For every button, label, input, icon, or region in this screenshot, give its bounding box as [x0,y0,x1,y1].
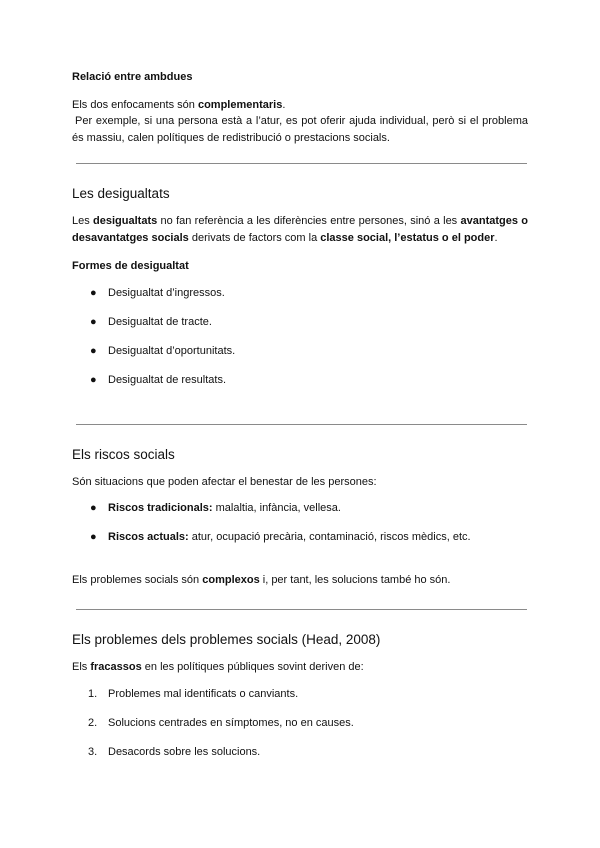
problemes-intro [72,659,364,676]
bold-run: complexos [202,574,260,586]
bullet-icon: ● [90,531,97,543]
divider [76,424,527,425]
list-item-text: Desacords sobre les solucions. [108,746,261,758]
text-run: . [494,232,498,244]
bold-run: fracassos [90,661,142,673]
bold-run: complementaris [197,99,283,111]
text-run: en les polítiques públiques sovint deriven de: [141,661,364,673]
bullet-icon: ● [90,316,97,328]
text-run: malaltia, infància, vellesa. [212,502,341,514]
bullet-icon: ● [90,374,97,386]
section-heading-desigualtats: Les desigualtats [72,186,170,201]
relacio-paragraph-1 [72,97,285,114]
section-subtitle-relacio: Relació entre ambdues [72,71,193,83]
formes-subtitle: Formes de desigualtat [72,260,189,272]
bold-run: Riscos actuals: [108,531,189,543]
riscos-intro: Són situacions que poden afectar el benestar de les persones: [72,476,377,488]
text-run: . [282,99,286,111]
list-item-text: Desigualtat de resultats. [108,374,227,386]
section-heading-problemes: Els problemes dels problemes socials (Head, 2008) [72,632,381,647]
list-item-text: Desigualtat de tracte. [108,316,212,328]
divider [76,163,527,164]
bullet-icon: ● [90,287,97,299]
divider [76,609,527,610]
riscos-outro [72,572,450,589]
relacio-paragraph-2: Per exemple, si una persona està a l’atur, es pot oferir ajuda individual, però si el problema és massiu, calen polítiques de redistribució o prestacions socials. [72,115,528,144]
item-number: 1. [88,688,98,700]
text-run: Els problemes socials són [72,574,203,586]
text-run: i, per tant, les solucions també ho són. [259,574,451,586]
desigualtats-paragraph [72,213,528,247]
text-run: no fan referència a les diferències entre persones, sinó a les [157,215,461,227]
list-item-text: Desigualtat d’ingressos. [108,287,225,299]
bullet-icon: ● [90,502,97,514]
bullet-icon: ● [90,345,97,357]
text-run: derivats de factors com la [188,232,321,244]
list-item-text [108,531,471,543]
section-heading-riscos: Els riscos socials [72,447,175,462]
bold-run: Riscos tradicionals: [108,502,213,514]
bold-run: avantatges o desavantatges socials [72,215,528,244]
item-number: 2. [88,717,98,729]
list-item-text [108,502,341,514]
list-item-text: Problemes mal identificats o canviants. [108,688,299,700]
text-run: Els [72,661,91,673]
bold-run: classe social, l’estatus o el poder [320,232,495,244]
text-run: atur, ocupació precària, contaminació, riscos mèdics, etc. [188,531,471,543]
item-number: 3. [88,746,98,758]
text-run: Les [72,215,94,227]
text-run: Els dos enfocaments són [72,99,198,111]
list-item-text: Solucions centrades en símptomes, no en causes. [108,717,354,729]
list-item-text: Desigualtat d’oportunitats. [108,345,236,357]
bold-run: desigualtats [93,215,158,227]
